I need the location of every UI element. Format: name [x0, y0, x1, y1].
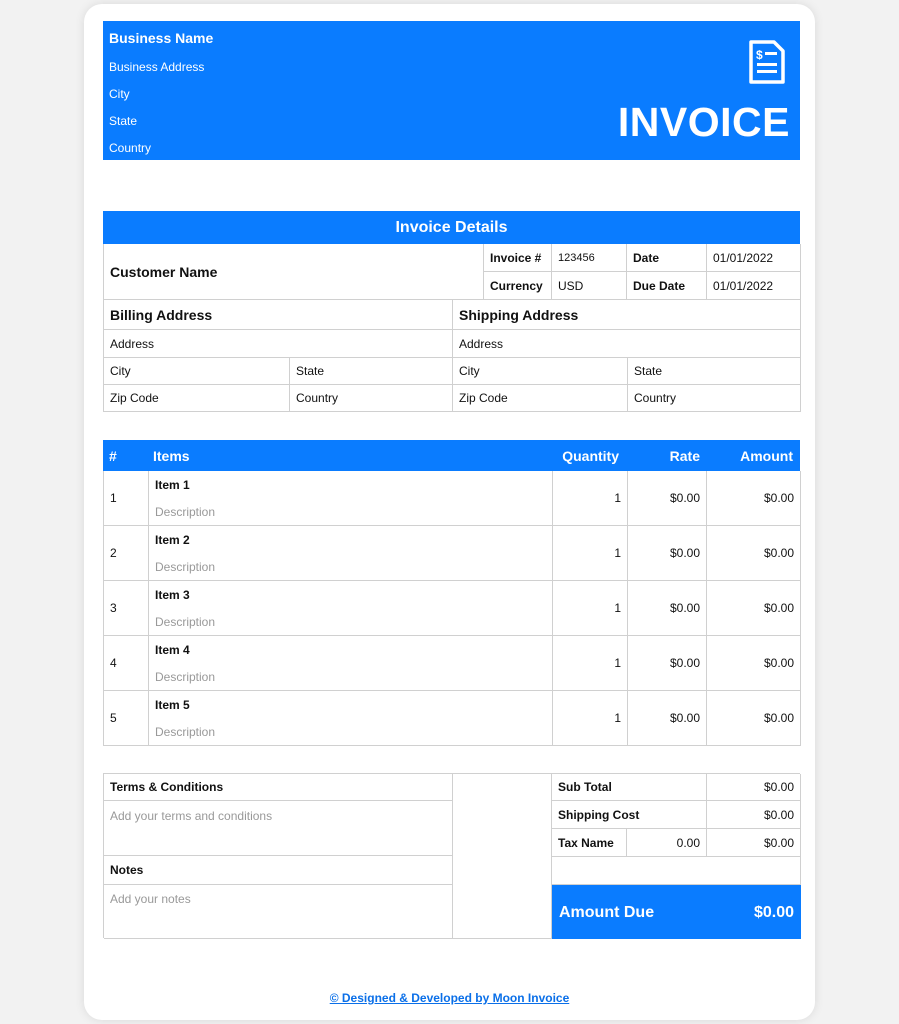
tax-rate-field[interactable]: 0.00 — [627, 829, 707, 857]
shipping-cost-field[interactable]: $0.00 — [707, 801, 801, 829]
business-state[interactable]: State — [109, 114, 138, 128]
amount-due-label: Amount Due — [559, 904, 655, 921]
item-description-field[interactable]: Description — [155, 725, 216, 739]
col-header-num: # — [109, 448, 117, 464]
summary-grid — [103, 773, 800, 938]
invoice-header — [103, 21, 800, 160]
row-number: 3 — [104, 581, 149, 636]
business-city[interactable]: City — [109, 87, 130, 101]
subtotal-value: $0.00 — [707, 774, 801, 801]
item-quantity-field[interactable]: 1 — [553, 581, 628, 636]
totals-spacer — [552, 857, 801, 885]
date-field[interactable]: 01/01/2022 — [707, 244, 801, 272]
invoice-title: INVOICE — [617, 99, 790, 145]
currency-field[interactable]: USD — [552, 272, 627, 300]
subtotal-label: Sub Total — [552, 774, 707, 801]
item-cell — [149, 581, 553, 636]
col-header-quantity: Quantity — [562, 448, 619, 464]
item-quantity-field[interactable]: 1 — [553, 526, 628, 581]
items-table-header — [103, 440, 800, 471]
invoice-dollar-icon — [748, 39, 786, 85]
notes-heading: Notes — [104, 856, 453, 885]
row-number: 1 — [104, 471, 149, 526]
shipping-city-field[interactable]: City — [453, 358, 628, 385]
amount-due-box — [552, 885, 801, 939]
item-rate-field[interactable]: $0.00 — [628, 691, 707, 746]
invoice-page — [84, 4, 815, 1020]
item-name-field[interactable]: Item 1 — [155, 478, 190, 492]
item-name-field[interactable]: Item 2 — [155, 533, 190, 547]
item-quantity-field[interactable]: 1 — [553, 636, 628, 691]
tax-value: $0.00 — [707, 829, 801, 857]
item-amount: $0.00 — [707, 526, 801, 581]
billing-country-field[interactable]: Country — [290, 385, 453, 412]
business-name[interactable]: Business Name — [109, 30, 214, 46]
summary-spacer — [453, 774, 552, 939]
item-description-field[interactable]: Description — [155, 560, 216, 574]
item-name-field[interactable]: Item 3 — [155, 588, 190, 602]
row-number: 5 — [104, 691, 149, 746]
item-name-field[interactable]: Item 5 — [155, 698, 190, 712]
item-cell — [149, 691, 553, 746]
item-quantity-field[interactable]: 1 — [553, 691, 628, 746]
billing-city-field[interactable]: City — [104, 358, 290, 385]
business-address[interactable]: Business Address — [109, 60, 205, 74]
item-rate-field[interactable]: $0.00 — [628, 581, 707, 636]
currency-label: Currency — [484, 272, 552, 300]
shipping-address-heading: Shipping Address — [453, 300, 801, 330]
item-amount: $0.00 — [707, 581, 801, 636]
col-header-amount: Amount — [740, 448, 793, 464]
terms-textarea[interactable]: Add your terms and conditions — [104, 801, 453, 856]
item-rate-field[interactable]: $0.00 — [628, 471, 707, 526]
notes-textarea[interactable]: Add your notes — [104, 885, 453, 939]
item-amount: $0.00 — [707, 691, 801, 746]
item-description-field[interactable]: Description — [155, 615, 216, 629]
item-amount: $0.00 — [707, 471, 801, 526]
billing-address-field[interactable]: Address — [104, 330, 453, 358]
billing-zip-field[interactable]: Zip Code — [104, 385, 290, 412]
shipping-zip-field[interactable]: Zip Code — [453, 385, 628, 412]
item-name-field[interactable]: Item 4 — [155, 643, 190, 657]
footer-credit-link[interactable]: © Designed & Developed by Moon Invoice — [329, 991, 570, 1005]
item-cell — [149, 636, 553, 691]
tax-name-field[interactable]: Tax Name — [552, 829, 627, 857]
terms-heading: Terms & Conditions — [104, 774, 453, 801]
item-amount: $0.00 — [707, 636, 801, 691]
due-date-field[interactable]: 01/01/2022 — [707, 272, 801, 300]
date-label: Date — [627, 244, 707, 272]
col-header-items: Items — [153, 448, 190, 464]
shipping-country-field[interactable]: Country — [628, 385, 801, 412]
row-number: 4 — [104, 636, 149, 691]
billing-state-field[interactable]: State — [290, 358, 453, 385]
details-grid — [103, 244, 800, 412]
item-cell — [149, 526, 553, 581]
shipping-state-field[interactable]: State — [628, 358, 801, 385]
items-table-body — [103, 471, 800, 746]
item-quantity-field[interactable]: 1 — [553, 471, 628, 526]
invoice-number-field[interactable]: 123456 — [552, 244, 627, 272]
shipping-address-field[interactable]: Address — [453, 330, 801, 358]
row-number: 2 — [104, 526, 149, 581]
item-rate-field[interactable]: $0.00 — [628, 636, 707, 691]
item-cell — [149, 471, 553, 526]
item-description-field[interactable]: Description — [155, 670, 216, 684]
item-rate-field[interactable]: $0.00 — [628, 526, 707, 581]
amount-due-value: $0.00 — [753, 904, 794, 921]
col-header-rate: Rate — [669, 448, 700, 464]
due-date-label: Due Date — [627, 272, 707, 300]
svg-text:$: $ — [756, 48, 763, 62]
invoice-details-heading: Invoice Details — [103, 211, 800, 244]
shipping-cost-label: Shipping Cost — [552, 801, 707, 829]
item-description-field[interactable]: Description — [155, 505, 216, 519]
customer-name[interactable]: Customer Name — [104, 244, 484, 300]
business-country[interactable]: Country — [109, 141, 152, 155]
invoice-number-label: Invoice # — [484, 244, 552, 272]
billing-address-heading: Billing Address — [104, 300, 453, 330]
